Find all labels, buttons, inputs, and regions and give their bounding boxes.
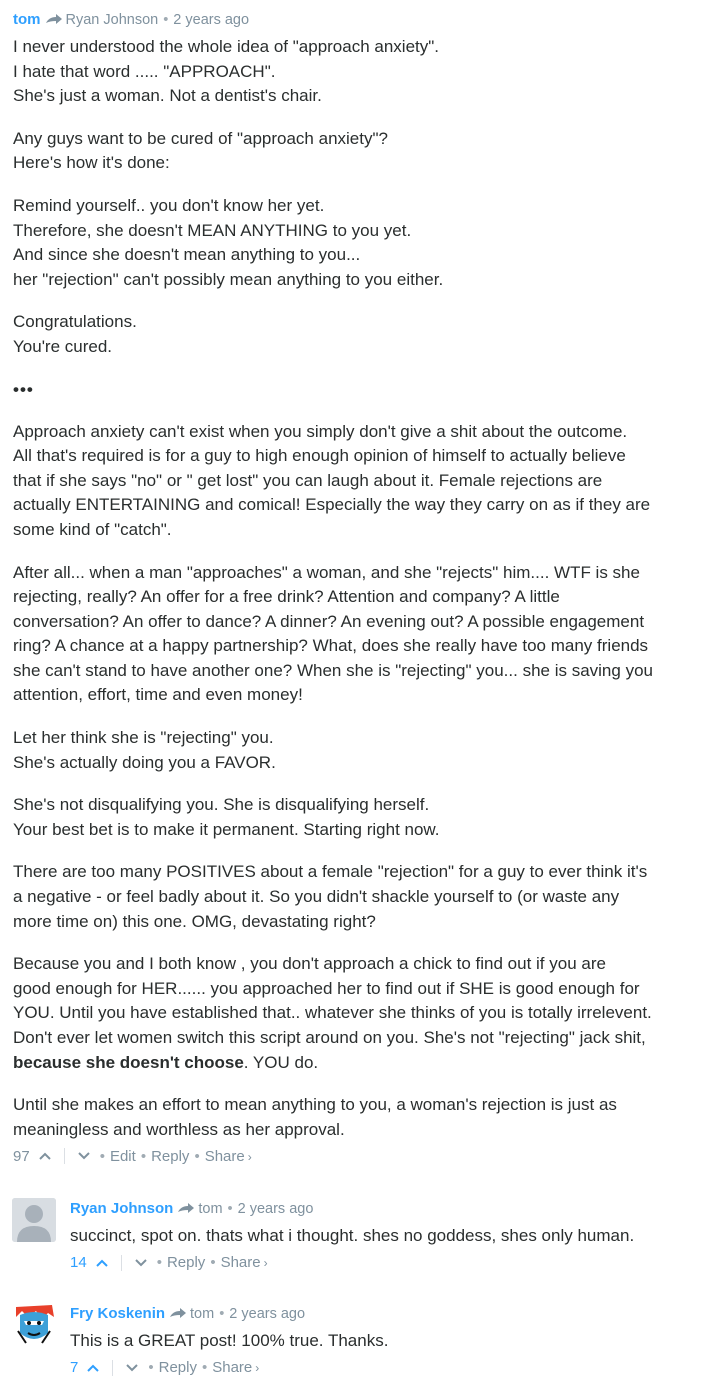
text-line: All that's required is for a guy to high enough opinion of himself to actually believe [13,446,626,466]
timestamp-link[interactable]: 2 years ago [173,12,250,28]
share-button[interactable] [221,1254,268,1271]
upvote-chevron-icon[interactable] [38,1151,52,1161]
action-separator: • [140,1147,147,1165]
text-line: Let her think she is "rejecting" you. [13,728,274,748]
text-line: YOU. Until you have established that.. whatever she thinks of you is totally irrelevent. [13,1003,652,1023]
comment-actions [13,1145,710,1167]
share-caret-icon: › [263,1256,268,1271]
reply-comment [70,1199,710,1274]
share-button[interactable] [205,1148,252,1165]
text-line: I never understood the whole idea of "approach anxiety". [13,37,440,56]
share-label: Share [212,1359,253,1377]
meta-separator: • [219,1306,225,1322]
vote-divider [112,1360,113,1376]
edit-button[interactable]: Edit [109,1147,136,1165]
text-line: Here's how it's done: [13,153,170,173]
text-line: . YOU do. [243,1052,319,1072]
action-separator: • [210,1254,216,1272]
share-label: Share [220,1254,261,1272]
top-comment [13,10,710,1167]
paragraph [13,726,710,775]
text-line: more time on) this one. OMG, devastating right? [13,911,376,931]
vote-divider [64,1148,65,1164]
reply-to-link[interactable]: tom [190,1306,215,1322]
text-line: Because you and I both know , you don't approach a chick to find out if you are [13,954,606,974]
upvote-count: 14 [70,1254,87,1272]
text-line: Don't ever let women switch this script around on you. She's not "rejecting" jack shit, [13,1028,646,1047]
reply-arrow-icon [45,13,63,27]
comment-meta [70,1199,710,1219]
text-line: You're cured. [13,336,113,356]
reply-button[interactable]: Reply [166,1254,206,1272]
comment-body [13,35,710,1142]
author-link[interactable]: Ryan Johnson [70,1200,174,1217]
text-line: she can't stand to have another one? When she is "rejecting" you... she is saving you [13,660,653,680]
paragraph [13,420,710,543]
timestamp-link[interactable]: 2 years ago [237,1201,314,1217]
text-line: rejecting, really? An offer for a free drink? Attention and company? A little [13,587,560,607]
text-line: This is a GREAT post! 100% true. Thanks. [70,1331,389,1350]
paragraph [13,793,710,842]
text-line: Approach anxiety can't exist when you simply don't give a shit about the outcome. [13,421,628,441]
comment-actions [70,1252,710,1274]
action-separator: • [201,1359,208,1377]
text-line: And since she doesn't mean anything to you... [13,245,361,265]
text-line: After all... when a man "approaches" a woman, and she "rejects" him.... WTF is she [13,562,640,582]
share-caret-icon: › [247,1149,252,1164]
paragraph [13,127,710,176]
reply-arrow-icon [177,1202,195,1216]
action-separator: • [148,1359,154,1377]
default-avatar-icon[interactable] [12,1198,56,1242]
text-line: conversation? An offer to dance? A dinner? An evening out? A possible engagement [13,611,645,631]
paragraph [13,194,710,292]
text-line: some kind of "catch". [13,519,172,539]
comment-actions [70,1357,710,1379]
share-caret-icon: › [255,1361,260,1376]
comment-body [70,1224,710,1249]
share-button[interactable] [212,1359,259,1376]
action-separator: • [156,1254,162,1272]
reply-button[interactable]: Reply [158,1359,197,1377]
paragraph [13,860,710,934]
author-link[interactable]: tom [13,11,41,28]
text-line: Your best bet is to make it permanent. Starting right now. [13,819,440,839]
paragraph [13,561,710,709]
text-line: a negative - or feel badly about it. So you didn't shackle yourself to (or waste any [13,887,620,907]
paragraph [13,952,710,1075]
reply-arrow-icon [169,1307,187,1321]
text-line: She's not disqualifying you. She is disqualifying herself. [13,795,430,815]
meta-separator: • [163,12,169,28]
ellipsis-divider: ••• [13,379,34,399]
downvote-chevron-icon[interactable] [134,1258,148,1268]
upvote-count: 7 [70,1359,79,1377]
text-line: She's actually doing you a FAVOR. [13,752,276,772]
text-line: attention, effort, time and even money! [13,685,303,705]
upvote-chevron-icon[interactable] [95,1258,109,1268]
share-label: Share [204,1147,245,1165]
text-line: ring? A chance at a happy partnership? What, does she really have too many friends [13,636,649,656]
comment-meta [70,1304,710,1324]
meta-separator: • [227,1201,233,1217]
bold-text: because she doesn't choose [13,1052,244,1072]
action-separator: • [99,1147,105,1165]
text-line: Therefore, she doesn't MEAN ANYTHING to you yet. [13,220,412,240]
downvote-chevron-icon[interactable] [125,1363,139,1373]
paragraph [13,1093,710,1142]
text-line: Congratulations. [13,312,137,332]
vote-divider [121,1255,122,1271]
text-line: her "rejection" can't possibly mean anything to you either. [13,269,444,289]
downvote-chevron-icon[interactable] [77,1151,91,1161]
text-line: Remind yourself.. you don't know her yet. [13,195,325,215]
text-line: that if she says "no" or " get lost" you can laugh about it. Female rejections are [13,470,603,490]
comment-meta [13,10,710,30]
author-link[interactable]: Fry Koskenin [70,1305,166,1322]
reply-to-link[interactable]: tom [198,1201,223,1217]
paragraph [13,310,710,359]
reply-button[interactable]: Reply [151,1147,190,1165]
text-line: succinct, spot on. thats what i thought. shes no goddess, shes only human. [70,1226,635,1245]
text-line: actually ENTERTAINING and comical! Especially the way they carry on as if they are [13,495,651,515]
text-line: meaningless and worthless as her approval. [13,1119,345,1139]
text-line: Any guys want to be cured of "approach anxiety"? [13,128,388,148]
upvote-count: 97 [13,1147,30,1165]
paragraph [13,35,710,109]
text-line: I hate that word ..... "APPROACH". [13,61,276,81]
text-line: Until she makes an effort to mean anything to you, a woman's rejection is just as [13,1095,617,1115]
reply-comment [70,1304,710,1379]
text-line: There are too many POSITIVES about a female "rejection" for a guy to ever think it's [13,862,648,882]
comment-body [70,1329,710,1354]
action-separator: • [194,1147,200,1165]
futurama-avatar-icon[interactable] [12,1303,56,1347]
reply-to-link[interactable]: Ryan Johnson [65,12,159,28]
upvote-chevron-icon[interactable] [86,1363,100,1373]
text-line: good enough for HER...... you approached her to find out if SHE is good enough for [13,978,640,998]
timestamp-link[interactable]: 2 years ago [229,1306,306,1322]
text-line: She's just a woman. Not a dentist's chair. [13,86,322,106]
